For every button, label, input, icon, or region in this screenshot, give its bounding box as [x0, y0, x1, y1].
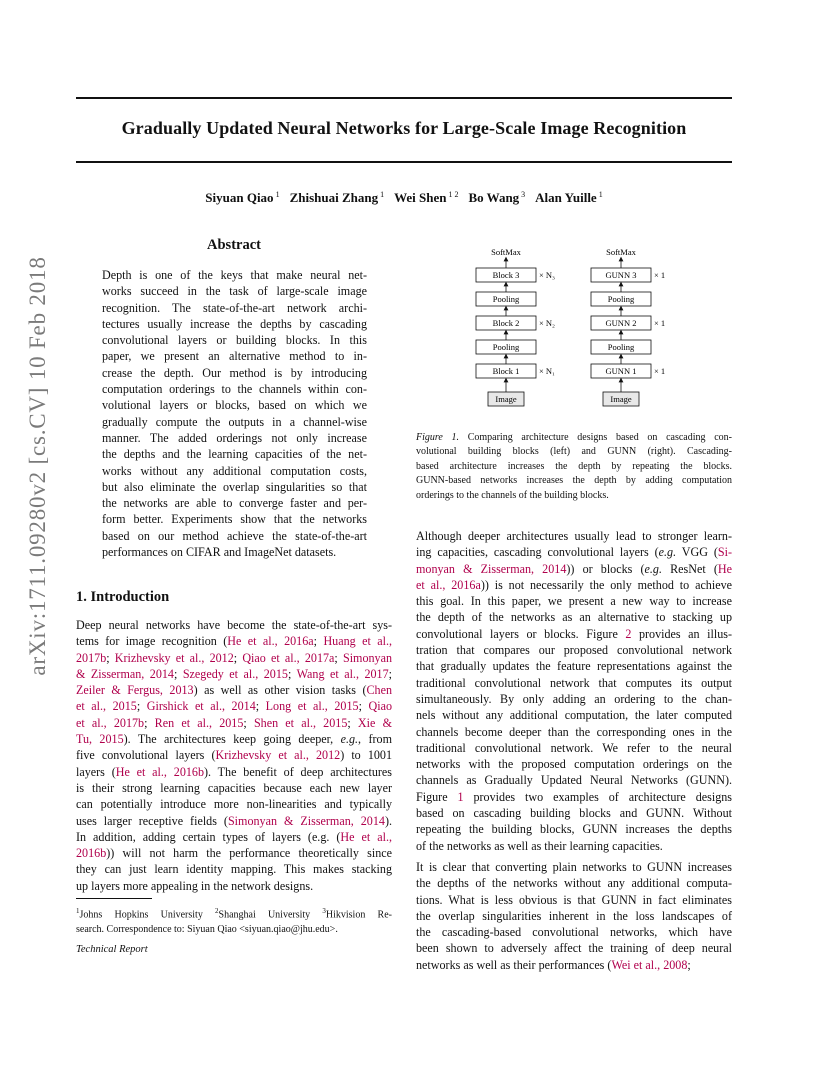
text-line: [416, 724, 732, 740]
text-line: works succeed in the task of large-scale image: [102, 284, 367, 299]
report-label: Technical Report: [76, 944, 148, 955]
text-line: performances on CIFAR and ImageNet datasets.: [102, 545, 337, 560]
text-line: [416, 577, 732, 593]
text-line: [76, 650, 392, 666]
citation-link[interactable]: 1: [457, 789, 464, 804]
italic-text: e.g.: [644, 561, 662, 576]
author-list: [76, 190, 732, 206]
text-line: [76, 633, 392, 649]
text-run: this goal. In this paper, we present a new way to increase: [416, 594, 732, 609]
text-run: that gradually updates the feature representations against the: [416, 659, 732, 674]
caption-text: orderings to the channels of the building blocks.: [416, 489, 609, 501]
introduction-body: [76, 617, 392, 894]
text-run: ) to 1001: [340, 748, 393, 763]
citation-link[interactable]: et al., 2016a: [416, 577, 481, 592]
footnote-line: [76, 904, 392, 922]
text-line: [76, 731, 392, 747]
text-line: recognition. The state-of-the-art network archi-: [102, 300, 367, 315]
text-run: ;: [243, 715, 254, 730]
text-run: ;: [347, 715, 358, 730]
text-line: [416, 924, 732, 940]
text-line: paper, we present an alternative method to in-: [102, 349, 367, 364]
text-line: based on our method achieve the state-of-the-art: [102, 528, 367, 543]
text-line: [416, 859, 732, 875]
citation-link[interactable]: He: [717, 561, 732, 576]
text-line: [416, 609, 732, 625]
text-line: [76, 829, 392, 845]
repeat-multiplier: × 1: [654, 366, 666, 376]
text-line: [416, 528, 732, 544]
footnote-line: [76, 922, 392, 937]
text-line: the networks are able to converge faster and per-: [102, 496, 367, 511]
citation-link[interactable]: Ren et al., 2015: [154, 715, 244, 730]
text-run: up layers more appealing in the network designs.: [76, 878, 314, 893]
figure-1-caption: [416, 431, 732, 503]
text-line: [76, 796, 392, 812]
author-name: Siyuan Qiao $^1$: [205, 190, 280, 206]
citation-link[interactable]: Long et al., 2015: [265, 699, 359, 714]
text-run: ;: [255, 699, 266, 714]
text-run: VGG (: [676, 545, 718, 560]
text-run: ;: [173, 666, 183, 681]
author-name: Zhishuai Zhang $^1$: [289, 190, 385, 206]
citation-link[interactable]: Szegedy et al., 2015: [182, 666, 288, 681]
citation-link[interactable]: Xie &: [357, 715, 392, 730]
text-run: five convolutional layers (: [76, 748, 216, 763]
text-run: , from: [358, 732, 392, 747]
text-run: can potentially introduce more non-linearities and typically: [76, 797, 392, 812]
footnote-text: Johns Hopkins University: [79, 909, 216, 921]
layer-label: Block 3: [492, 270, 520, 280]
text-line: [76, 715, 392, 731]
image-input-label: Image: [495, 394, 517, 404]
repeat-multiplier: × N₃: [539, 270, 556, 280]
text-run: channels become deeper than the corresponding ones in the: [416, 724, 732, 739]
text-run: tration that compares our proposed convolutional network: [416, 643, 732, 658]
citation-link[interactable]: & Zisserman, 2014: [76, 666, 174, 681]
footnote-text: Hikvision Re-: [325, 909, 392, 921]
citation-link[interactable]: Qiao et al., 2017a: [242, 650, 335, 665]
text-run: tems for image recognition (: [76, 634, 228, 649]
footnote-marker: 1: [76, 907, 80, 915]
affiliation-footnote: [76, 904, 392, 937]
text-run: ). The architectures keep going deeper,: [123, 732, 341, 747]
text-run: simultaneously. By only adding an ordering to the chan-: [416, 691, 732, 706]
citation-link[interactable]: Si-: [717, 545, 733, 560]
citation-link[interactable]: Wei et al., 2008: [611, 957, 688, 972]
text-line: [416, 756, 732, 772]
text-run: nels without any additional computation, the later computed: [416, 708, 732, 723]
text-line: [416, 875, 732, 891]
citation-link[interactable]: He et al., 2016a: [227, 634, 314, 649]
citation-link[interactable]: Simonyan: [342, 650, 393, 665]
text-run: )) is not necessarily the only method to achieve: [480, 577, 732, 592]
caption-line: [416, 460, 732, 474]
text-run: provides two examples of architecture designs: [463, 789, 732, 804]
caption-line: [416, 445, 732, 459]
text-run: networks with the proposed computation orderings on the: [416, 757, 732, 772]
text-run: ;: [687, 957, 691, 972]
paper-title: Gradually Updated Neural Networks for Large-Scale Image Recognition: [121, 118, 687, 138]
citation-link[interactable]: Girshick et al., 2014: [146, 699, 256, 714]
text-run: ResNet (: [661, 561, 718, 576]
text-run: )) will not harm the performance theoretically since: [106, 846, 392, 861]
citation-link[interactable]: Zeiler & Fergus, 2013: [76, 683, 194, 698]
text-line: manner. The added orderings not only increase: [102, 430, 367, 445]
text-run: the cascading-based convolutional networks, which have: [416, 925, 732, 940]
figure-1-diagram: [416, 240, 732, 412]
layer-label: Block 2: [492, 318, 520, 328]
citation-link[interactable]: 2017b: [76, 650, 107, 665]
text-line: [76, 666, 392, 682]
repeat-multiplier: × 1: [654, 270, 666, 280]
text-run: of the networks as well as their learning capacities.: [416, 838, 663, 853]
layer-label: Block 1: [492, 366, 520, 376]
text-run: tions. What is less obvious is that GUNN in fact eliminates: [416, 892, 732, 907]
text-line: [416, 957, 732, 973]
text-line: convolutional layers or building blocks. In this: [102, 333, 367, 348]
italic-text: e.g.: [340, 732, 359, 747]
text-line: but also eliminate the overlap singularities so that: [102, 479, 367, 494]
intro-paragraph-right-2: [416, 859, 732, 973]
author-name: Bo Wang $^3$: [468, 190, 526, 206]
text-line: [76, 780, 392, 796]
text-run: In addition, adding certain types of layers (e.g. (: [76, 829, 341, 844]
text-run: the depth of the networks as an alternative to stacking up: [416, 610, 732, 625]
footnote-text: search. Correspondence to: Siyuan Qiao <siyuan.qiao@jhu.edu>.: [76, 924, 338, 936]
caption-line: [416, 489, 732, 503]
text-run: traditional convolutional network. We refer to the neural: [416, 740, 732, 755]
citation-link[interactable]: Wang et al., 2017: [296, 666, 389, 681]
abstract-heading: Abstract: [207, 237, 261, 253]
text-line: [416, 908, 732, 924]
text-line: [416, 658, 732, 674]
softmax-label: SoftMax: [491, 247, 521, 257]
text-run: ;: [144, 715, 155, 730]
abstract-body: [102, 267, 367, 560]
text-line: [76, 698, 392, 714]
citation-link[interactable]: Qiao: [368, 699, 392, 714]
text-line: [76, 861, 392, 877]
text-run: ;: [106, 650, 115, 665]
citation-link[interactable]: Tu, 2015: [76, 732, 124, 747]
text-run: been shown to adversely affect the training of deep neural: [416, 941, 732, 956]
text-run: Deep neural networks have become the state-of-the-art sys-: [76, 618, 392, 632]
text-line: [416, 821, 732, 837]
text-line: [76, 747, 392, 763]
text-line: [76, 682, 392, 698]
repeat-multiplier: × N₂: [539, 318, 556, 328]
text-line: gradually compute the outputs in a channel-wise: [102, 414, 367, 429]
layer-label: GUNN 1: [605, 366, 637, 376]
citation-link[interactable]: He et al., 2016b: [115, 764, 205, 779]
text-line: Depth is one of the keys that make neural net-: [102, 268, 367, 282]
text-run: layers (: [76, 764, 116, 779]
caption-line: [416, 431, 732, 445]
layer-label: Pooling: [607, 294, 635, 304]
text-run: ) as well as other vision tasks (: [193, 683, 367, 698]
text-line: [416, 707, 732, 723]
text-run: traditional convolutional network that computes its output: [416, 675, 732, 690]
text-run: is their strong learning capacities because each new layer: [76, 780, 392, 795]
softmax-label: SoftMax: [606, 247, 636, 257]
text-run: the depths of the networks without any additional computa-: [416, 876, 732, 891]
text-line: works without any additional computation costs,: [102, 463, 367, 478]
text-run: Figure: [416, 789, 458, 804]
text-line: [416, 892, 732, 908]
text-run: they can just learn identity mapping. This makes stacking: [76, 862, 392, 877]
layer-label: Pooling: [492, 294, 520, 304]
intro-paragraph-right-1: [416, 528, 732, 854]
text-run: ;: [388, 666, 393, 681]
text-line: form better. Experiments show that the networks: [102, 512, 367, 527]
text-run: It is clear that converting plain networks to GUNN increases: [416, 860, 732, 874]
italic-text: e.g.: [658, 545, 677, 560]
citation-link[interactable]: Chen: [366, 683, 393, 698]
caption-text: Comparing architecture designs based on cascading con-: [459, 432, 732, 443]
text-line: [76, 617, 392, 633]
text-run: convolutional layers or blocks. Figure: [416, 626, 626, 641]
text-run: networks as well as their performances (: [416, 957, 612, 972]
section-heading-introduction: 1. Introduction: [76, 589, 170, 605]
text-line: [416, 561, 732, 577]
text-run: Although deeper architectures usually lead to stronger learn-: [416, 529, 732, 543]
layer-label: Pooling: [607, 342, 635, 352]
text-line: [416, 626, 732, 642]
text-run: repeating the building blocks, GUNN increases the depths: [416, 822, 732, 837]
text-line: [76, 813, 392, 829]
title-rule-top: [76, 97, 732, 99]
text-run: ).: [384, 813, 393, 828]
text-line: [416, 544, 732, 560]
repeat-multiplier: × N₁: [539, 366, 556, 376]
text-line: [76, 878, 392, 894]
image-input-label: Image: [610, 394, 632, 404]
footnote-marker: 2: [215, 907, 219, 915]
text-line: [416, 772, 732, 788]
text-line: [416, 740, 732, 756]
text-line: [416, 940, 732, 956]
text-line: [76, 845, 392, 861]
citation-link[interactable]: Shen et al., 2015: [253, 715, 348, 730]
author-name: Wei Shen $^{1 2}$: [394, 190, 459, 206]
text-line: [416, 805, 732, 821]
layer-label: GUNN 3: [605, 270, 637, 280]
citation-link[interactable]: Simonyan & Zisserman, 2014: [227, 813, 385, 828]
text-line: [76, 764, 392, 780]
footnote-marker: 3: [322, 907, 326, 915]
text-line: [416, 675, 732, 691]
author-name: Alan Yuille $^1$: [535, 190, 603, 206]
text-line: [416, 789, 732, 805]
text-run: ;: [313, 634, 324, 649]
arxiv-stamp: [0, 0, 70, 1072]
text-line: [416, 691, 732, 707]
layer-label: GUNN 2: [605, 318, 637, 328]
text-run: the overlap singularities inherent in the loss landscapes of: [416, 908, 732, 923]
text-run: ;: [233, 650, 243, 665]
figure-label: Figure 1.: [416, 432, 460, 443]
citation-link[interactable]: et al., 2017b: [76, 715, 145, 730]
text-run: ing capacities, cascading convolutional layers (: [416, 545, 659, 560]
text-run: uses larger receptive fields (: [76, 813, 228, 828]
text-run: based on cascading building blocks and GUNN. Without: [416, 806, 732, 821]
arxiv-id-text: arXiv:1711.09280v2 [cs.CV] 10 Feb 2018: [25, 256, 50, 676]
text-line: [416, 642, 732, 658]
footnote-text: Shanghai University: [218, 909, 323, 921]
text-run: ;: [287, 666, 297, 681]
footnote-rule: [76, 898, 152, 899]
text-line: tectures usually increase the depths by cascading: [102, 316, 367, 331]
text-run: channels as Gradually Updated Neural Networks (GUNN).: [416, 773, 732, 788]
citation-link[interactable]: 2: [625, 626, 632, 641]
caption-line: [416, 474, 732, 488]
caption-text: based architecture increases the depth by repeating the blocks.: [416, 460, 732, 472]
text-run: ;: [334, 650, 343, 665]
text-line: volutional layers or blocks, based on which we: [102, 398, 367, 413]
citation-link[interactable]: et al., 2015: [76, 699, 137, 714]
text-run: ). The benefit of deep architectures: [204, 764, 392, 779]
citation-link[interactable]: Krizhevsky et al., 2012: [215, 748, 341, 763]
text-run: )) or blocks (: [566, 561, 645, 576]
citation-link[interactable]: 2016b: [76, 846, 107, 861]
repeat-multiplier: × 1: [654, 318, 666, 328]
text-line: [416, 593, 732, 609]
citation-link[interactable]: Huang et al.,: [323, 634, 393, 649]
caption-text: volutional building blocks (left) and GUNN (right). Cascading-: [416, 446, 732, 458]
text-run: ;: [358, 699, 369, 714]
text-line: the depths and the learning capacities of the net-: [102, 447, 367, 462]
text-run: provides an illus-: [631, 626, 732, 641]
layer-label: Pooling: [492, 342, 520, 352]
text-line: crease the depth. Our method is by introducing: [102, 365, 367, 380]
text-line: computation orderings to the channels within con-: [102, 382, 367, 397]
citation-link[interactable]: He et al.,: [340, 829, 392, 844]
citation-link[interactable]: monyan & Zisserman, 2014: [416, 561, 567, 576]
caption-text: GUNN-based networks increases the depth by adding computation: [416, 475, 732, 487]
title-rule-bottom: [76, 161, 732, 163]
text-run: ;: [136, 699, 147, 714]
citation-link[interactable]: Krizhevsky et al., 2012: [114, 650, 234, 665]
text-line: [416, 838, 732, 854]
